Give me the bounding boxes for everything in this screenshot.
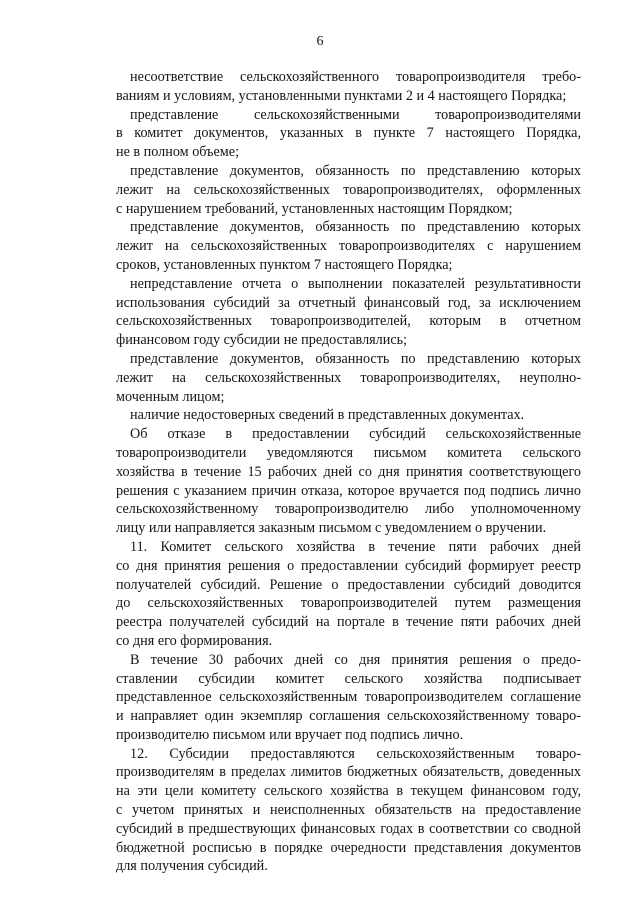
text-line: представление документов, обязанность по представлению которых bbox=[130, 219, 581, 236]
paragraph bbox=[116, 425, 581, 538]
document-body bbox=[116, 68, 581, 876]
text-line: представленное сельскохозяйственным товаропроизводителем соглашение bbox=[116, 689, 581, 706]
text-line: моченным лицом; bbox=[116, 388, 225, 405]
text-line: 11. Комитет сельского хозяйства в течение пяти рабочих дней bbox=[130, 538, 581, 555]
page-number: 6 bbox=[316, 34, 324, 49]
paragraph bbox=[116, 538, 581, 651]
text-line: сроков, установленных пунктом 7 настоящего Порядка; bbox=[116, 256, 453, 273]
text-line: производителям в пределах лимитов бюджетных обязательств, доведенных bbox=[116, 764, 581, 781]
paragraph bbox=[116, 68, 581, 106]
text-line: лицу или направляется заказным письмом с уведомлением о вручении. bbox=[116, 520, 547, 537]
text-line: 12. Субсидии предоставляются сельскохозяйственным товаро- bbox=[130, 745, 581, 762]
text-line: с нарушением требований, установленных настоящим Порядком; bbox=[116, 200, 513, 217]
text-line: в комитет документов, указанных в пункте 7 настоящего Порядка, bbox=[116, 125, 581, 142]
text-line: не в полном объеме; bbox=[116, 144, 240, 161]
text-line: сельскохозяйственному товаропроизводителю либо уполномоченному bbox=[116, 501, 581, 518]
text-line: реестра получателей субсидий на портале в течение пяти рабочих дней bbox=[116, 614, 581, 631]
text-line: сельскохозяйственных товаропроизводителей, которым в отчетном bbox=[116, 313, 581, 330]
text-line: до сельскохозяйственных товаропроизводителей путем размещения bbox=[116, 595, 581, 612]
paragraph bbox=[116, 106, 581, 162]
paragraph bbox=[116, 350, 581, 406]
text-line: и направляет один экземпляр соглашения сельскохозяйственному товаро- bbox=[116, 708, 581, 725]
text-line: бюджетной росписью в порядке очередности представления документов bbox=[116, 839, 581, 856]
text-line: несоответствие сельскохозяйственного товаропроизводителя требо- bbox=[130, 69, 581, 85]
paragraph bbox=[116, 218, 581, 274]
text-line: субсидий в предшествующих финансовых годах в соответствии со сводной bbox=[116, 820, 581, 837]
text-line: решения с указанием причин отказа, которое вручается под подпись лично bbox=[116, 482, 581, 499]
text-line: представление сельскохозяйственными товаропроизводителями bbox=[130, 106, 581, 123]
text-line: с учетом принятых и неисполненных обязательств на предоставление bbox=[116, 802, 581, 819]
paragraph bbox=[116, 275, 581, 350]
paragraph bbox=[116, 406, 581, 425]
text-line: ставлении субсидии комитет сельского хозяйства подписывает bbox=[116, 670, 581, 687]
text-line: лежит на сельскохозяйственных товаропроизводителях, оформленных bbox=[116, 181, 581, 198]
text-line: лежит на сельскохозяйственных товаропроизводителях с нарушением bbox=[116, 238, 581, 255]
text-line: непредставление отчета о выполнении показателей результативности bbox=[130, 275, 581, 292]
text-line: финансовом году субсидии не предоставлялись; bbox=[116, 332, 408, 349]
text-line: со дня принятия решения о предоставлении субсидий формирует реестр bbox=[116, 557, 581, 574]
text-line: хозяйства в течение 15 рабочих дней со дня принятия соответствующего bbox=[116, 463, 581, 480]
paragraph bbox=[116, 745, 581, 877]
text-line: представление документов, обязанность по представлению которых bbox=[130, 162, 581, 179]
text-line: для получения субсидий. bbox=[116, 858, 268, 875]
text-line: наличие недостоверных сведений в представленных документах. bbox=[130, 407, 525, 424]
text-line: ваниям и условиям, установленными пунктами 2 и 4 настоящего Порядка; bbox=[116, 87, 567, 104]
text-line: на эти цели комитету сельского хозяйства в текущем финансовом году, bbox=[116, 783, 581, 800]
text-line: лежит на сельскохозяйственных товаропроизводителях, неуполно- bbox=[116, 369, 581, 386]
text-line: использования субсидий за отчетный финансовый год, за исключением bbox=[116, 294, 581, 311]
text-line: Об отказе в предоставлении субсидий сельскохозяйственные bbox=[130, 426, 581, 443]
text-line: В течение 30 рабочих дней со дня принятия решения о предо- bbox=[130, 651, 581, 668]
text-line: со дня его формирования. bbox=[116, 632, 273, 649]
text-line: представление документов, обязанность по представлению которых bbox=[130, 350, 581, 367]
paragraph bbox=[116, 651, 581, 745]
text-line: товаропроизводители уведомляются письмом комитета сельского bbox=[116, 444, 581, 461]
paragraph bbox=[116, 162, 581, 218]
text-line: получателей субсидий. Решение о предоставлении субсидий доводится bbox=[116, 576, 581, 593]
text-line: производителю письмом или вручает под подпись лично. bbox=[116, 726, 464, 743]
